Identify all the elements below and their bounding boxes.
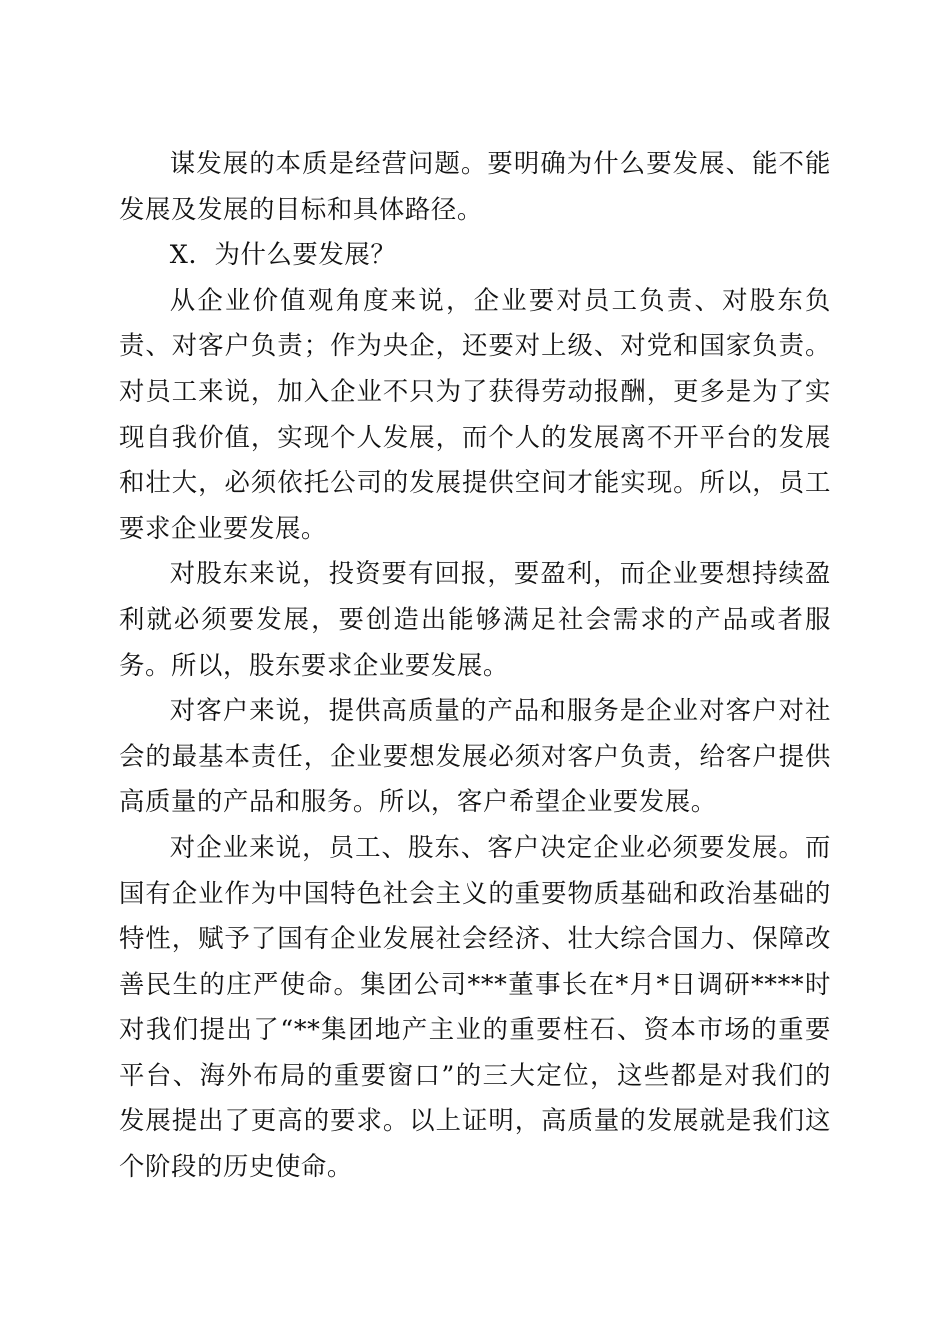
section-heading: X．为什么要发展？ bbox=[169, 239, 397, 270]
paragraph-customers: 对客户来说，提供高质量的产品和服务是企业对客户对社会的最基本责任，企业要想发展必须对客户负责，给客户提供高质量的产品和服务。所以，客户希望企业要发展。 bbox=[119, 695, 831, 817]
paragraph-enterprise: 对企业来说，员工、股东、客户决定企业必须要发展。而国有企业作为中国特色社会主义的重要物质基础和政治基础的特性，赋予了国有企业发展社会经济、壮大综合国力、保障改善民生的庄严使命。集团公司***董事长在*月*日调研****时对我们提出了“**集团地产主业的重要柱石、资本市场的重要平台、海外布局的重要窗口”的三大定位，这些都是对我们的发展提出了更高的要求。以上证明，高质量的发展就是我们这个阶段的历史使命。 bbox=[119, 831, 831, 1182]
paragraph-values: 从企业价值观角度来说，企业要对员工负责、对股东负责、对客户负责；作为央企，还要对上级、对党和国家负责。对员工来说，加入企业不只为了获得劳动报酬，更多是为了实现自我价值，实现个人发展，而个人的发展离不开平台的发展和壮大，必须依托公司的发展提供空间才能实现。所以，员工要求企业要发展。 bbox=[119, 284, 831, 543]
document-body bbox=[119, 141, 831, 1190]
paragraph-shareholders: 对股东来说，投资要有回报，要盈利，而企业要想持续盈利就必须要发展，要创造出能够满足社会需求的产品或者服务。所以，股东要求企业要发展。 bbox=[119, 558, 831, 680]
paragraph-intro: 谋发展的本质是经营问题。要明确为什么要发展、能不能发展及发展的目标和具体路径。 bbox=[119, 148, 831, 224]
